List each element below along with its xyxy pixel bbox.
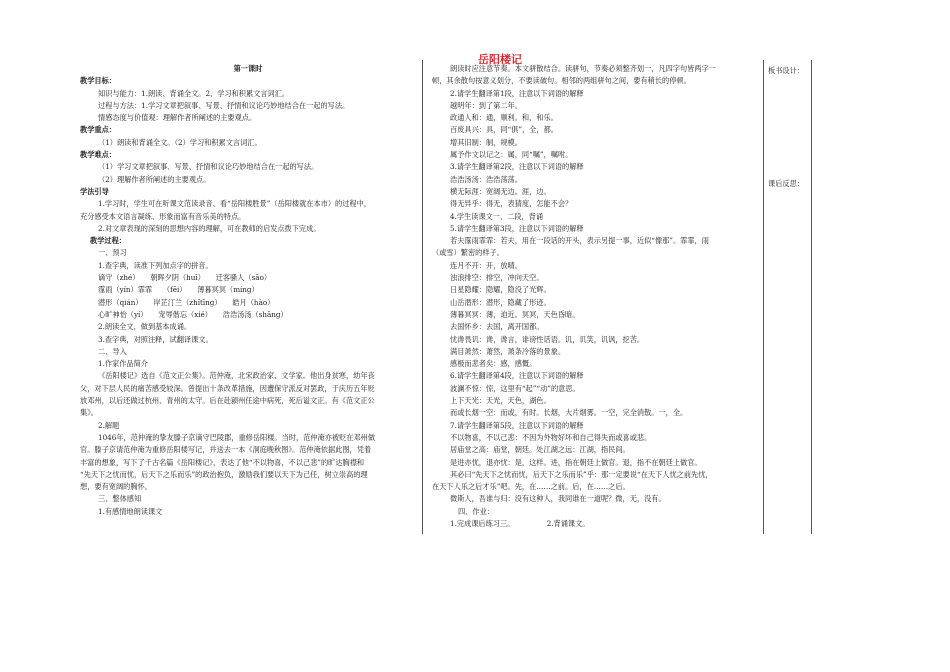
left-line: （1）学习文章把叙事、写景、抒情和议论巧妙地结合在一起的写法。 xyxy=(98,162,319,172)
left-column xyxy=(80,63,416,518)
right-column xyxy=(432,63,758,530)
right-line: 1.完成课后练习三。 2.背诵课文。 xyxy=(450,518,590,528)
left-line: 教学重点： xyxy=(80,125,116,135)
right-line: 居庙堂之高：庙堂，朝廷。处江湖之远：江湖，指民间。 xyxy=(450,445,630,455)
left-line: 放邓州，以后还做过杭州、青州的太守。后在赴颍州任途中病死，死后谥文正。有《范文正公 xyxy=(80,396,375,406)
left-line: 想，要有宽阔的胸怀。 xyxy=(80,482,152,492)
right-line: 上下天光：天光，天色，湖色。 xyxy=(450,396,551,406)
column-divider-1 xyxy=(422,60,423,534)
right-line: 3.请学生翻译第2段，注意以下词语的解释 xyxy=(450,162,584,172)
left-line: 学法引导 xyxy=(80,186,109,196)
left-line: 1.查字典，读准下列加点字的拼音。 xyxy=(98,260,213,270)
left-line: 2.解题 xyxy=(98,420,120,430)
document-title: 岳阳楼记 xyxy=(478,53,522,66)
right-line: 横无际涯：宽阔无边。涯，边。 xyxy=(450,186,551,196)
right-line: 连月不开：开，放晴。 xyxy=(450,260,522,270)
left-line: 1.有感情地朗读课文 xyxy=(98,506,163,516)
left-line: 三、整体感知 xyxy=(98,494,142,504)
left-line: 谪守（zhé） 朝晖夕阴（huī） 迁客骚人（sāo） xyxy=(98,273,272,283)
left-line: 教学目标： xyxy=(80,76,116,86)
left-line: 潜形（qián） 岸芷汀兰（zhǐtīng） 皓月（hào） xyxy=(98,297,275,307)
right-line: 四、作业： xyxy=(458,506,494,516)
right-line: 顿，其余散句按意义划分，不要读破句。相邻的两组骈句之间，要有稍长的停顿。 xyxy=(432,76,691,86)
right-line: 去国怀乡：去国，离开国都。 xyxy=(450,322,544,332)
left-line: 集》。 xyxy=(80,408,98,418)
right-line: 浊浪排空：排空，冲向天空。 xyxy=(450,273,544,283)
right-line: 不以物喜，不以己悲：不因为外物好坏和自己得失而或喜或悲。 xyxy=(450,432,652,442)
column-divider-3 xyxy=(811,60,812,534)
right-line: 微斯人，吾谁与归：没有这种人，我同谁在一道呢？微，无，没有。 xyxy=(450,494,666,504)
left-line: 情感态度与价值观：理解作者所阐述的主要观点。 xyxy=(98,113,257,123)
left-line: 霪雨（yín）霏霏 （fēi） 薄暮冥冥（míng） xyxy=(98,285,259,295)
right-line: 山岳潜形：潜形，隐藏了形迹。 xyxy=(450,297,551,307)
left-line: （2）理解作者所阐述的主要观点。 xyxy=(98,174,211,184)
right-line: 2.请学生翻译第1段，注意以下词语的解释 xyxy=(450,88,584,98)
right-line: 政通人和：通，顺利。和，和乐。 xyxy=(450,113,558,123)
left-line: 教学过程： xyxy=(90,236,126,246)
left-line: 官。滕子京请范仲淹为重修岳阳楼写记，并送去一本《洞庭晚秋图》。范仲淹依据此图，凭着 xyxy=(80,445,372,455)
right-line: 朗读时应注意节奏。本文骈散结合。读骈句，节奏必须整齐划一，凡四字句皆两字一 xyxy=(450,64,716,73)
left-line: 父，对下层人民的痛苦感受较深。曾提出十条改革措施，因遭保守派反对罢政，于庆历五年贬 xyxy=(80,383,375,393)
right-line: 浩浩汤汤：浩浩荡荡。 xyxy=(450,174,522,184)
right-line: 日星隐耀：隐耀，隐没了光辉。 xyxy=(450,285,551,295)
right-line: 得无异乎：得无，表猜度，怎能不会？ xyxy=(450,199,573,209)
left-line: 《岳阳楼记》选自《范文正公集》。范仲淹，北宋政治家、文学家。他出身贫寒，幼年丧 xyxy=(98,371,375,381)
right-line: 满目萧然：萧然，萧条冷落的景象。 xyxy=(450,346,566,356)
right-line: 增其旧制：制，规模。 xyxy=(450,137,522,147)
right-line: 忧谗畏讥：谗，谗言，诽谤性话语。讥，讥笑，讥讽，挖苦。 xyxy=(450,334,645,344)
right-line: 属予作文以记之：属，同“嘱”，嘱咐。 xyxy=(450,150,573,160)
right-line: 是进亦忧，退亦忧：是，这样。进，指在朝廷上做官。退，指不在朝廷上做官。 xyxy=(450,457,702,467)
left-line: 1.学习时，学生可在听课文范读录音、看“岳阳楼胜景”（岳阳楼就在本市）的过程中， xyxy=(98,199,371,209)
right-line: 感极而悲者矣：感，感慨。 xyxy=(450,359,537,369)
left-line: 二、导入 xyxy=(98,346,127,356)
right-line: 5.请学生翻译第3段，注意以下词语的解释 xyxy=(450,223,584,233)
left-line: “先天下之忧而忧，后天下之乐而乐”的政治抱负，激励我们要以天下为己任，树立崇高的理 xyxy=(80,469,368,479)
left-line: 1.作家作品简介 xyxy=(98,359,148,369)
left-line: 2.对文章表现的深刻的思想内容的理解，可在教师的启发点拨下完成。 xyxy=(98,223,321,233)
left-line: 丰富的想象，写下了千古名篇《岳阳楼记》，表达了他“不以物喜，不以己悲”的旷达胸襟和 xyxy=(80,457,365,467)
left-line: 1046年，范仲淹的挚友滕子京谪守巴陵郡，重修岳阳楼。当时，范仲淹亦被贬在邓州做 xyxy=(98,432,376,442)
right-line: 波澜不惊：惊，这里有“起”“动”的意思。 xyxy=(450,383,580,393)
right-line: 4.学生读课文一、二段，背诵 xyxy=(450,211,544,221)
left-line: 第一课时 xyxy=(233,64,263,73)
left-line: 心旷神怡（yí） 宠辱偕忘（xié） 浩浩汤汤（shāng） xyxy=(98,309,288,319)
right-line: 若夫霪雨霏霏：若夫，用在一段话的开头，表示另提一事，近似“像那”。霏霏，雨 xyxy=(450,236,709,246)
right-line: 薄暮冥冥：薄，迫近。冥冥，天色昏暗。 xyxy=(450,309,580,319)
right-line: 6.请学生翻译第4段，注意以下词语的解释 xyxy=(450,371,584,381)
right-line: 7.请学生翻译第5段，注意以下词语的解释 xyxy=(450,420,584,430)
right-line: （或雪）繁密的样子。 xyxy=(432,248,504,258)
column-divider-2 xyxy=(763,60,764,534)
board-design-label: 板书设计： xyxy=(768,66,804,75)
right-line: 在天下人乐之后才乐”吧。先，在……之前。后，在……之后。 xyxy=(432,482,630,492)
right-line: 越明年：到了第二年。 xyxy=(450,100,522,110)
right-line: 其必曰“先天下之忧而忧，后天下之乐而乐”乎：那一定要说“在天下人忧之前先忧， xyxy=(450,469,713,479)
left-line: （1）朗读和背诵全文。（2）学习和积累文言词汇。 xyxy=(98,137,262,147)
left-line: 过程与方法：1.学习文章把叙事、写景、抒情和议论巧妙地结合在一起的写法。 xyxy=(98,100,350,110)
after-class-reflection-label: 课后反思： xyxy=(768,179,804,188)
left-line: 一、预习 xyxy=(98,248,127,258)
right-line: 百废具兴：具，同“俱”，全，都。 xyxy=(450,125,558,135)
left-line: 3.查字典，对照注释，试翻译课文。 xyxy=(98,334,213,344)
left-line: 充分感受本文语言凝练、形象而富有音乐美的特点。 xyxy=(80,211,246,221)
left-line: 知识与能力：1.朗读、背诵全文。2、学习和积累文言词汇。 xyxy=(98,88,290,98)
left-line: 2.朗读全文，做到基本成诵。 xyxy=(98,322,192,332)
right-line: 而或长烟一空：而或，有时。长烟，大片烟雾。一空，完全消散。一，全。 xyxy=(450,408,688,418)
left-line: 教学难点： xyxy=(80,150,116,160)
